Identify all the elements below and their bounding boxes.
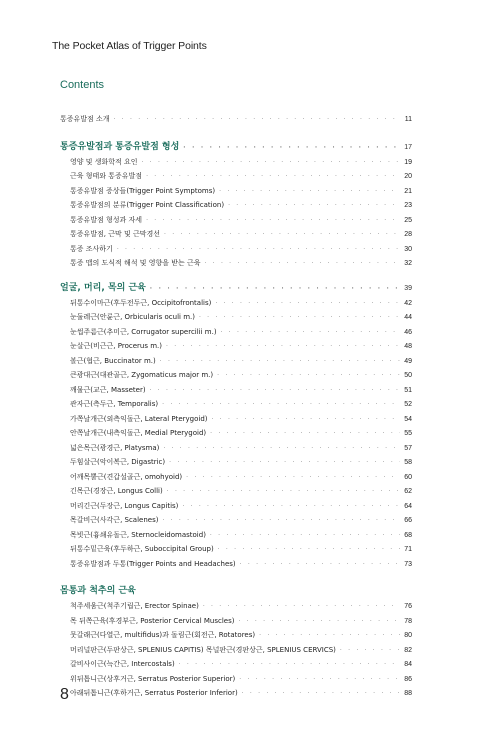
toc-entry[interactable] xyxy=(60,643,412,658)
toc-entry[interactable] xyxy=(60,628,412,643)
toc-entry-page: 25 xyxy=(404,216,412,224)
toc-entry-page: 21 xyxy=(404,187,412,195)
toc-entry-label: 어깨목뿔근(견갑설골근, omohyoid) xyxy=(70,472,183,481)
toc-entry-page: 30 xyxy=(404,245,412,253)
toc-entry[interactable] xyxy=(60,599,412,614)
toc-entry-page: 88 xyxy=(404,690,412,697)
toc-entry[interactable] xyxy=(60,213,412,228)
book-title: The Pocket Atlas of Trigger Points xyxy=(52,40,207,52)
toc-entry[interactable] xyxy=(60,499,412,514)
leader-dots xyxy=(114,113,401,128)
toc-entry-label: 갈비사이근(늑간근, Intercostals) xyxy=(70,660,175,668)
leader-dots xyxy=(164,228,400,243)
toc-entry-page: 20 xyxy=(404,173,412,180)
toc-entry[interactable] xyxy=(60,614,412,629)
toc-entry-label: 통증유발점 소개 xyxy=(60,115,110,123)
leader-dots xyxy=(203,600,400,615)
toc-entry[interactable] xyxy=(60,528,412,543)
toc-entry-label: 볼근(협근, Buccinator m.) xyxy=(70,356,156,365)
toc-entry-page: 62 xyxy=(404,488,412,495)
toc-entry-label: 긴목근(경장근, Longus Colli) xyxy=(70,487,163,495)
toc-section-page: 17 xyxy=(404,143,412,151)
leader-dots xyxy=(217,369,400,384)
toc-entry-label: 목갈비근(사각근, Scalenes) xyxy=(70,516,159,524)
leader-dots xyxy=(259,629,400,644)
toc-entry-label: 통증유발점, 근막 및 근막경선 xyxy=(70,230,161,238)
toc-entry[interactable] xyxy=(60,657,412,672)
toc-entry-label: 척주세움근(척주기립근, Erector Spinae) xyxy=(70,602,199,610)
leader-dots xyxy=(239,615,401,630)
toc-entry-label: 통증유발점 증상들(Trigger Point Symptoms) xyxy=(70,186,216,195)
toc-entry-label: 넓은목근(광경근, Platysma) xyxy=(70,443,160,452)
leader-dots xyxy=(210,529,400,544)
toc-entry-page: 57 xyxy=(404,444,412,452)
toc-entry[interactable] xyxy=(60,686,412,701)
contents-heading: Contents xyxy=(60,79,105,91)
toc-entry-page: 76 xyxy=(404,603,412,610)
toc-section-page: 39 xyxy=(404,284,412,292)
toc-entry[interactable] xyxy=(60,227,412,242)
toc-entry-label: 머리긴근(두장근, Longus Capitis) xyxy=(70,501,179,510)
toc-section-3[interactable] xyxy=(60,584,412,599)
leader-dots xyxy=(169,456,400,471)
toc-entry-label: 두힘살근(악이복근, Digastric) xyxy=(70,458,166,466)
toc-entry-page: 82 xyxy=(404,646,412,654)
leader-dots xyxy=(215,297,400,312)
leader-dots xyxy=(199,311,400,326)
toc-section-3-items xyxy=(60,599,412,701)
toc-entry-label: 통증유발점 형성과 자세 xyxy=(70,215,143,224)
toc-entry-label: 뒤통수이마근(후두전두근, Occipitofrontalis) xyxy=(70,298,212,307)
toc-entry-label: 눈썹주름근(추미근, Corrugator supercilii m.) xyxy=(70,327,217,336)
toc-entry-page: 52 xyxy=(404,401,412,408)
toc-entry[interactable] xyxy=(60,325,412,340)
toc-entry-page: 51 xyxy=(404,386,412,394)
leader-dots xyxy=(117,243,400,258)
toc-entry-page: 84 xyxy=(404,661,412,668)
toc-entry[interactable] xyxy=(60,368,412,383)
toc-entry-label: 근육 형태와 통증유발점 xyxy=(70,172,143,180)
toc-entry-label: 뭇갈래근(다열근, multifidus)과 돌림근(회전근, Rotatores) xyxy=(70,631,256,639)
toc-entry-page: 32 xyxy=(404,260,412,267)
leader-dots xyxy=(162,398,400,413)
toc-entry-page: 28 xyxy=(404,231,412,238)
toc-entry-label: 관자근(측두근, Temporalis) xyxy=(70,400,159,408)
toc-entry-page: 58 xyxy=(404,459,412,466)
toc-entry[interactable] xyxy=(60,383,412,398)
toc-entry[interactable] xyxy=(60,155,412,170)
toc-entry-label: 깨물근(교근, Masseter) xyxy=(70,385,146,394)
toc-section-1[interactable] xyxy=(60,140,412,155)
leader-dots xyxy=(186,471,400,486)
toc-entry[interactable] xyxy=(60,296,412,311)
toc-entry-page: 86 xyxy=(404,675,412,683)
leader-dots xyxy=(239,673,400,688)
leader-dots xyxy=(163,442,400,457)
leader-dots xyxy=(142,156,401,171)
toc-entry-page: 64 xyxy=(404,502,412,510)
toc-entry-label: 위뒤톱니근(상후거근, Serratus Posterior Superior) xyxy=(70,674,236,683)
toc-entry-page: 42 xyxy=(404,299,412,307)
leader-dots xyxy=(162,514,400,529)
toc-entry-page: 48 xyxy=(404,343,412,350)
toc-section-title: 통증유발점과 통증유발점 형성 xyxy=(60,141,180,152)
toc-entry-label: 영양 및 생화학적 요인 xyxy=(70,157,138,166)
toc-entry-page: 44 xyxy=(404,314,412,321)
leader-dots xyxy=(240,558,401,573)
toc-entry-page: 55 xyxy=(404,430,412,437)
leader-dots xyxy=(340,644,400,659)
toc-entry-label: 목 뒤쪽근육(후경부근, Posterior Cervical Muscles) xyxy=(70,616,235,625)
leader-dots xyxy=(205,257,401,272)
toc-section-2-items xyxy=(60,296,412,572)
leader-dots xyxy=(160,355,400,370)
toc-entry[interactable] xyxy=(60,513,412,528)
leader-dots xyxy=(212,413,401,428)
toc-entry[interactable] xyxy=(60,426,412,441)
leader-dots xyxy=(218,543,401,558)
toc-entry-page: 11 xyxy=(404,116,412,123)
toc-entry-page: 23 xyxy=(404,202,412,209)
leader-dots xyxy=(150,281,400,296)
toc-entry-label: 눈살근(비근근, Procerus m.) xyxy=(70,342,162,350)
leader-dots xyxy=(182,500,400,515)
toc-entry[interactable] xyxy=(60,542,412,557)
toc-section-2[interactable] xyxy=(60,281,412,296)
toc-entry-label: 통증 맵의 도식적 해석 및 영향을 받는 근육 xyxy=(70,259,201,267)
leader-dots xyxy=(179,658,401,673)
leader-dots xyxy=(228,199,400,214)
toc-entry[interactable] xyxy=(60,397,412,412)
toc-entry[interactable] xyxy=(60,672,412,687)
toc-entry[interactable] xyxy=(60,169,412,184)
leader-dots xyxy=(166,340,400,355)
toc-entry-page: 60 xyxy=(404,473,412,481)
toc-entry[interactable] xyxy=(60,412,412,427)
toc-entry-label: 통증 조사하기 xyxy=(70,244,113,253)
toc-entry-page: 66 xyxy=(404,517,412,524)
toc-entry[interactable] xyxy=(60,184,412,199)
toc-entry-label: 눈둘레근(안륜근, Orbicularis oculi m.) xyxy=(70,313,195,321)
toc-entry-page: 19 xyxy=(404,158,412,166)
toc-section-title: 얼굴, 머리, 목의 근육 xyxy=(60,282,146,293)
toc-entry[interactable] xyxy=(60,339,412,354)
leader-dots xyxy=(150,384,401,399)
toc-entry-page: 78 xyxy=(404,617,412,625)
leader-dots xyxy=(219,185,400,200)
toc-entry[interactable] xyxy=(60,441,412,456)
toc-entry-page: 46 xyxy=(404,328,412,336)
leader-dots xyxy=(210,427,400,442)
toc-entry[interactable] xyxy=(60,242,412,257)
toc-section-title: 몸통과 척추의 근육 xyxy=(60,586,136,596)
toc-entry[interactable] xyxy=(60,557,412,572)
toc-entry-page: 71 xyxy=(404,546,412,553)
leader-dots xyxy=(242,687,401,702)
toc-entry-page: 54 xyxy=(404,415,412,423)
toc-entry-label: 큰광대근(대관골근, Zygomaticus major m.) xyxy=(70,371,214,379)
toc-entry-page: 68 xyxy=(404,531,412,539)
toc-entry[interactable] xyxy=(60,256,412,271)
toc-entry-page: 80 xyxy=(404,632,412,639)
toc-entry-label: 머리널판근(두판상근, SPLENIUS CAPITIS) 목널판근(경판상근, SPLENIUS CERVICS) xyxy=(70,645,336,654)
leader-dots xyxy=(167,485,400,500)
toc-entry-page: 49 xyxy=(404,357,412,365)
leader-dots xyxy=(146,170,400,185)
toc-entry[interactable] xyxy=(60,354,412,369)
toc-entry-label: 안쪽날개근(내측익돌근, Medial Pterygoid) xyxy=(70,429,207,437)
toc-entry[interactable] xyxy=(60,484,412,499)
leader-dots xyxy=(146,214,400,229)
toc-entry-label: 가쪽날개근(외측익돌근, Lateral Pterygoid) xyxy=(70,414,208,423)
toc-entry-label: 아래뒤톱니근(후하거근, Serratus Posterior Inferior) xyxy=(70,689,238,697)
page-number: 8 xyxy=(60,686,69,703)
leader-dots xyxy=(183,140,400,155)
toc-section-1-items xyxy=(60,155,412,271)
toc-entry-intro[interactable] xyxy=(60,112,412,127)
toc-entry[interactable] xyxy=(60,310,412,325)
toc-entry-label: 통증유발점과 두통(Trigger Points and Headaches) xyxy=(70,559,236,568)
toc-entry-label: 통증유발점의 분류(Trigger Point Classification) xyxy=(70,201,225,209)
toc-entry-label: 목빗근(흉쇄유돌근, Sternocleidomastoid) xyxy=(70,530,206,539)
table-of-contents xyxy=(60,112,412,701)
toc-entry-page: 50 xyxy=(404,372,412,379)
toc-entry-label: 뒤통수밑근육(후두하근, Suboccipital Group) xyxy=(70,545,214,553)
toc-entry[interactable] xyxy=(60,470,412,485)
toc-entry[interactable] xyxy=(60,455,412,470)
toc-entry[interactable] xyxy=(60,198,412,213)
toc-entry-page: 73 xyxy=(404,560,412,568)
leader-dots xyxy=(221,326,401,341)
